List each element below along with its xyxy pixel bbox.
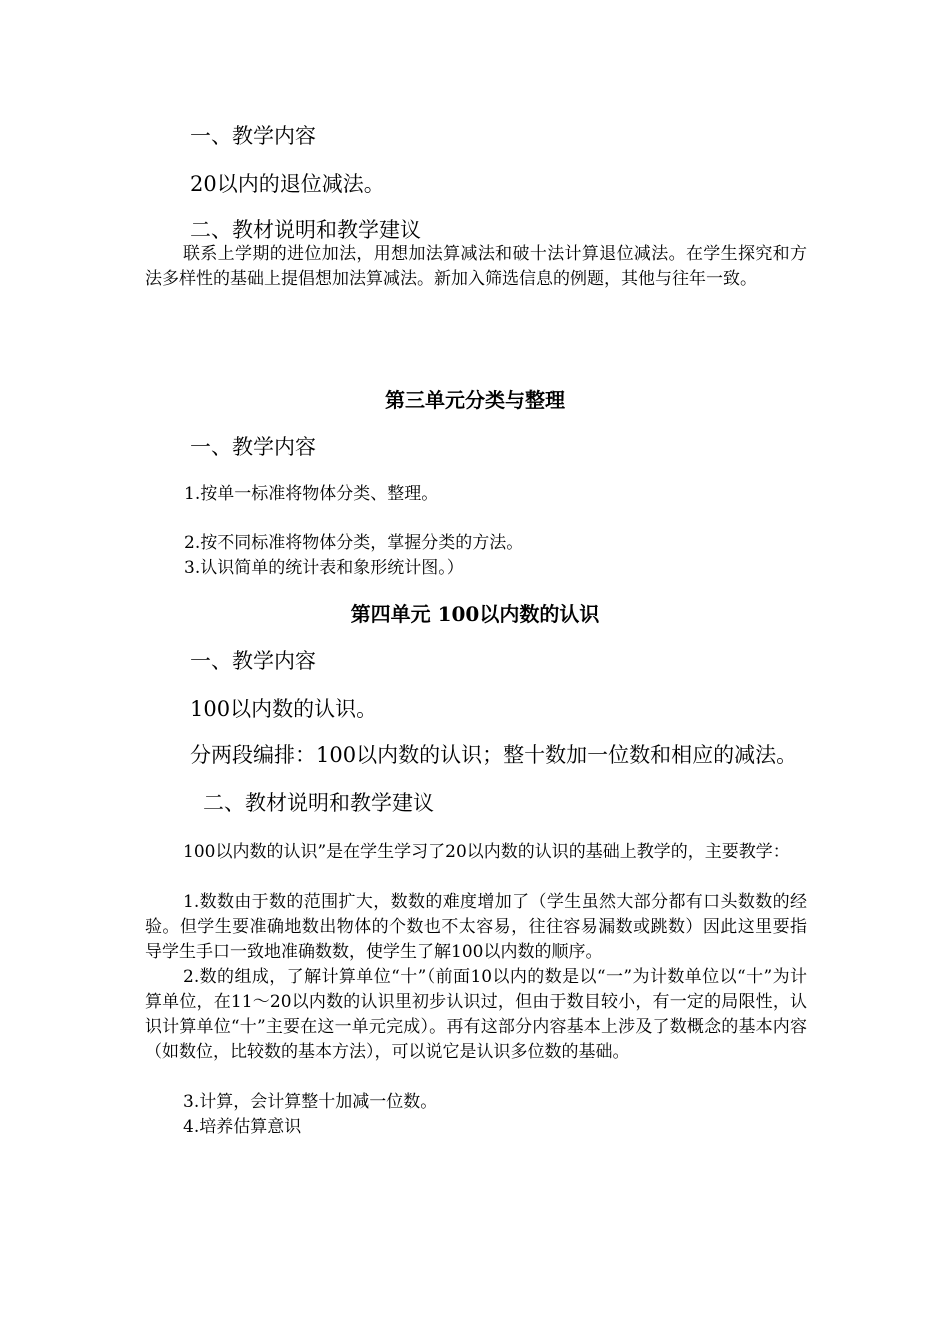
unit4-explain-heading: 二、教材说明和教学建议 bbox=[203, 791, 434, 815]
explain-heading: 二、教材说明和教学建议 bbox=[190, 218, 421, 242]
unit3-content-heading: 一、教学内容 bbox=[190, 435, 316, 459]
unit3-item-3: 3.认识简单的统计表和象形统计图。） bbox=[184, 558, 464, 578]
unit4-point-3: 3.计算，会计算整十加减一位数。 bbox=[183, 1092, 438, 1112]
unit4-content-heading: 一、教学内容 bbox=[190, 649, 316, 673]
unit4-content-text2: 分两段编排：100以内数的认识；整十数加一位数和相应的减法。 bbox=[190, 743, 798, 767]
content-text: 20以内的退位减法。 bbox=[190, 172, 385, 196]
unit4-intro: 100以内数的认识”是在学生学习了20以内数的认识的基础上教学的，主要教学： bbox=[183, 842, 790, 862]
explain-paragraph: 联系上学期的进位加法，用想加法算减法和破十法计算退位减法。在学生探究和方法多样性的基础上提倡想加法算减法。新加入筛选信息的例题，其他与往年一致。 bbox=[145, 244, 807, 289]
unit3-item-2: 2.按不同标准将物体分类，掌握分类的方法。 bbox=[184, 533, 524, 553]
unit4-point-2: 2.数的组成，了解计算单位“十”（前面10以内的数是以“一”为计数单位以“十”为计算单位，在11～20以内数的认识里初步认识过，但由于数目较小，有一定的局限性，认识计算单位“十”主要在这一单元完成）。再有这部分内容基本上涉及了数概念的基本内容（如数位，比较数的基本方法），可以说它是认识多位数的基础。 bbox=[145, 967, 807, 1062]
unit4-point-1: 1.数数由于数的范围扩大，数数的难度增加了（学生虽然大部分都有口头数数的经验。但学生要准确地数出物体的个数也不太容易，往往容易漏数或跳数）因此这里要指导学生手口一致地准确数数，使学生了解100以内数的顺序。 bbox=[145, 892, 807, 962]
unit3-title: 第三单元分类与整理 bbox=[385, 388, 565, 412]
unit4-point-4: 4.培养估算意识 bbox=[183, 1117, 302, 1137]
content-heading: 一、教学内容 bbox=[190, 124, 316, 148]
unit4-content-text: 100以内数的认识。 bbox=[190, 697, 378, 721]
unit4-title: 第四单元 100以内数的认识 bbox=[350, 602, 600, 626]
unit3-item-1: 1.按单一标准将物体分类、整理。 bbox=[184, 484, 439, 504]
